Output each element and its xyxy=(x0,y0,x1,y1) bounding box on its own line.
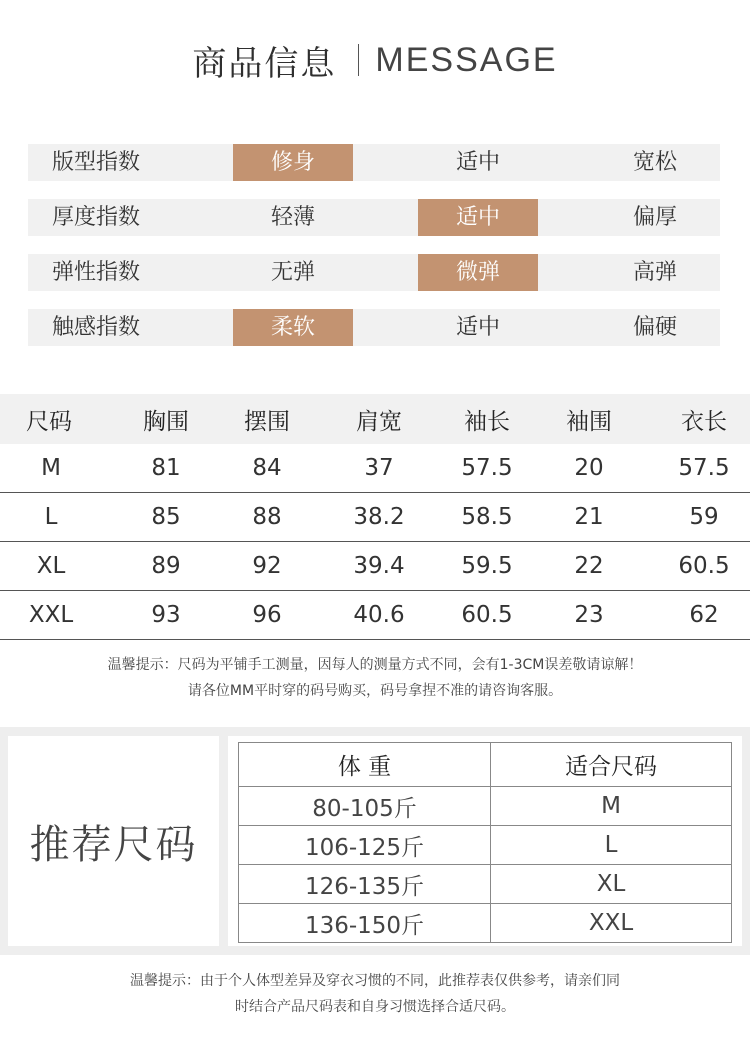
note-line: 温馨提示：由于个人体型差异及穿衣习惯的不同，此推荐表仅供参考，请亲们同 xyxy=(130,973,620,989)
index-option: 无弹 xyxy=(270,260,315,285)
table-row xyxy=(239,787,732,826)
index-label: 触感指数 xyxy=(52,315,141,340)
index-option: 适中 xyxy=(418,199,538,236)
size-cell: XL xyxy=(491,865,732,904)
header-weight: 体 重 xyxy=(239,743,491,787)
index-option: 偏硬 xyxy=(632,315,677,340)
table-cell: 57.5 xyxy=(461,455,513,481)
index-option: 偏厚 xyxy=(632,205,677,230)
table-cell: L xyxy=(44,504,58,530)
table-row xyxy=(239,826,732,865)
table-cell: 84 xyxy=(252,455,282,481)
table-cell: 88 xyxy=(252,504,282,530)
recommendation-header-row xyxy=(239,743,732,787)
note-line: 请各位MM平时穿的码号购买，码号拿捏不准的请咨询客服。 xyxy=(187,683,563,699)
index-label: 版型指数 xyxy=(52,150,141,175)
table-row xyxy=(0,542,750,591)
table-cell: 23 xyxy=(574,602,604,628)
table-cell: 93 xyxy=(151,602,181,628)
note-line: 温馨提示：尺码为平铺手工测量，因每人的测量方式不同，会有1-3CM误差敬请谅解！ xyxy=(107,657,643,673)
recommendation-note xyxy=(0,968,750,1020)
table-row xyxy=(239,865,732,904)
table-cell: 38.2 xyxy=(353,504,405,530)
table-cell: XL xyxy=(36,553,66,579)
table-row xyxy=(239,904,732,943)
table-cell: 57.5 xyxy=(678,455,730,481)
fabric-index-table xyxy=(28,144,720,364)
header-length: 衣长 xyxy=(681,408,727,435)
note-line: 时结合产品尺码表和自身习惯选择合适尺码。 xyxy=(235,999,515,1015)
index-option: 高弹 xyxy=(632,260,677,285)
index-label: 厚度指数 xyxy=(52,205,141,230)
header-sleeve-length: 袖长 xyxy=(464,408,510,435)
weight-cell: 80-105斤 xyxy=(239,787,491,826)
size-table xyxy=(0,394,750,640)
index-option: 柔软 xyxy=(233,309,353,346)
size-cell: XXL xyxy=(491,904,732,943)
table-cell: XXL xyxy=(28,602,74,628)
section-title-en: MESSAGE xyxy=(375,40,558,79)
recommendation-title-box xyxy=(8,736,219,946)
title-divider xyxy=(358,44,359,76)
header-fit-size: 适合尺码 xyxy=(491,743,732,787)
index-label: 弹性指数 xyxy=(52,260,141,285)
table-cell: 89 xyxy=(151,553,181,579)
weight-cell: 106-125斤 xyxy=(239,826,491,865)
table-cell: 39.4 xyxy=(353,553,405,579)
header-sleeve-width: 袖围 xyxy=(566,408,612,435)
index-row-fit xyxy=(28,144,720,181)
index-row-elasticity xyxy=(28,254,720,291)
index-option: 适中 xyxy=(455,315,500,340)
header-chest: 胸围 xyxy=(143,408,189,435)
index-option: 宽松 xyxy=(632,150,677,175)
section-title-cn: 商品信息 xyxy=(192,43,337,84)
table-cell: 58.5 xyxy=(461,504,513,530)
recommendation-section xyxy=(0,727,750,955)
table-cell: M xyxy=(41,455,61,481)
table-row xyxy=(0,591,750,640)
size-cell: L xyxy=(491,826,732,865)
table-cell: 85 xyxy=(151,504,181,530)
index-row-touch xyxy=(28,309,720,346)
table-cell: 40.6 xyxy=(353,602,405,628)
recommendation-table-box xyxy=(228,736,742,946)
size-cell: M xyxy=(491,787,732,826)
weight-cell: 136-150斤 xyxy=(239,904,491,943)
table-row xyxy=(0,444,750,493)
index-option: 轻薄 xyxy=(270,205,315,230)
index-option: 微弹 xyxy=(418,254,538,291)
table-cell: 60.5 xyxy=(678,553,730,579)
header-hem: 摆围 xyxy=(244,408,290,435)
table-cell: 60.5 xyxy=(461,602,513,628)
header-shoulder: 肩宽 xyxy=(356,408,402,435)
recommendation-table xyxy=(238,742,732,943)
table-cell: 62 xyxy=(689,602,719,628)
weight-cell: 126-135斤 xyxy=(239,865,491,904)
section-header xyxy=(0,30,750,90)
measurement-note xyxy=(0,652,750,704)
table-cell: 37 xyxy=(364,455,394,481)
index-option: 适中 xyxy=(455,150,500,175)
index-row-thickness xyxy=(28,199,720,236)
index-option: 修身 xyxy=(233,144,353,181)
table-cell: 22 xyxy=(574,553,604,579)
table-cell: 96 xyxy=(252,602,282,628)
table-cell: 59.5 xyxy=(461,553,513,579)
table-cell: 92 xyxy=(252,553,282,579)
table-cell: 81 xyxy=(151,455,181,481)
recommendation-title: 推荐尺码 xyxy=(29,821,198,868)
table-cell: 20 xyxy=(574,455,604,481)
header-size: 尺码 xyxy=(26,408,72,435)
size-table-header xyxy=(0,394,750,444)
table-cell: 21 xyxy=(574,504,604,530)
table-row xyxy=(0,493,750,542)
table-cell: 59 xyxy=(689,504,719,530)
